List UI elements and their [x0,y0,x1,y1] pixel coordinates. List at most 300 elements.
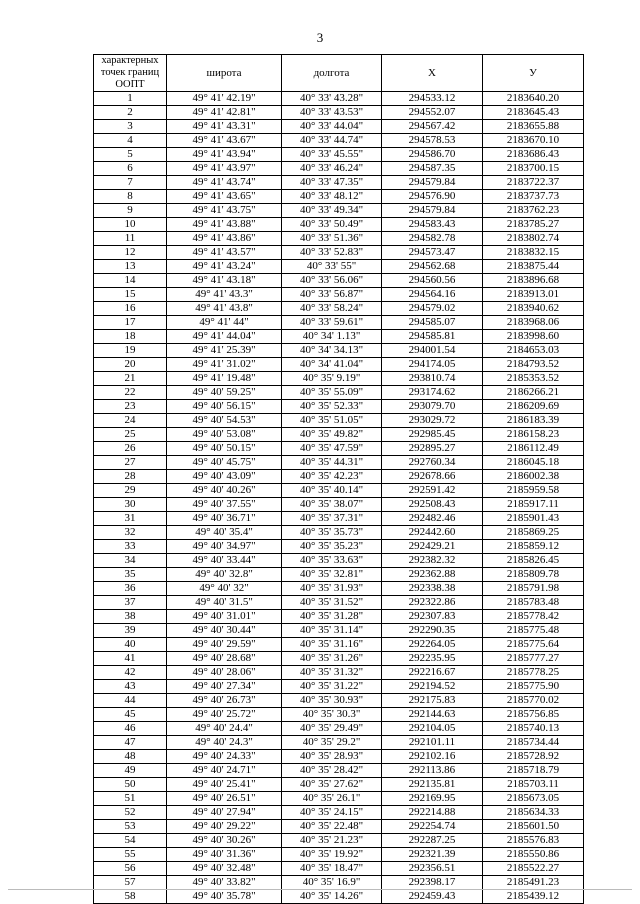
y-coordinate-cell: 2183737.73 [483,190,584,204]
y-coordinate-cell: 2185734.44 [483,736,584,750]
table-row [94,148,584,162]
point-number-cell: 40 [94,638,167,652]
table-row [94,330,584,344]
x-coordinate-cell: 292895.27 [382,442,483,456]
x-coordinate-cell: 294567.42 [382,120,483,134]
longitude-cell: 40° 33' 44.04" [282,120,382,134]
x-coordinate-cell: 292290.35 [382,624,483,638]
longitude-cell: 40° 35' 21.23" [282,834,382,848]
latitude-cell: 49° 40' 31.01" [167,610,282,624]
latitude-cell: 49° 40' 32" [167,582,282,596]
y-coordinate-cell: 2183722.37 [483,176,584,190]
table-row [94,750,584,764]
x-coordinate-cell: 292135.81 [382,778,483,792]
y-coordinate-cell: 2183700.15 [483,162,584,176]
latitude-cell: 49° 41' 43.94" [167,148,282,162]
y-coordinate-cell: 2186158.23 [483,428,584,442]
table-row [94,512,584,526]
latitude-cell: 49° 40' 36.71" [167,512,282,526]
point-number-cell: 30 [94,498,167,512]
x-coordinate-cell: 294560.56 [382,274,483,288]
table-row [94,358,584,372]
point-number-cell: 11 [94,232,167,246]
table-row [94,652,584,666]
table-row [94,414,584,428]
y-coordinate-cell: 2183640.20 [483,92,584,106]
coordinates-table [93,54,584,904]
longitude-cell: 40° 34' 1.13" [282,330,382,344]
x-coordinate-cell: 292235.95 [382,652,483,666]
x-coordinate-cell: 292175.83 [382,694,483,708]
longitude-cell: 40° 35' 30.3" [282,708,382,722]
y-coordinate-cell: 2185718.79 [483,764,584,778]
x-coordinate-cell: 292194.52 [382,680,483,694]
y-coordinate-cell: 2185917.11 [483,498,584,512]
x-coordinate-cell: 294582.78 [382,232,483,246]
point-number-cell: 42 [94,666,167,680]
longitude-cell: 40° 33' 43.53" [282,106,382,120]
table-row [94,778,584,792]
point-number-cell: 39 [94,624,167,638]
latitude-cell: 49° 41' 43.67" [167,134,282,148]
latitude-cell: 49° 41' 43.97" [167,162,282,176]
latitude-cell: 49° 40' 35.4" [167,526,282,540]
point-number-cell: 24 [94,414,167,428]
x-coordinate-cell: 294533.12 [382,92,483,106]
x-coordinate-cell: 294576.90 [382,190,483,204]
latitude-cell: 49° 40' 28.06" [167,666,282,680]
latitude-cell: 49° 40' 45.75" [167,456,282,470]
latitude-cell: 49° 40' 24.4" [167,722,282,736]
y-coordinate-cell: 2183875.44 [483,260,584,274]
point-number-cell: 23 [94,400,167,414]
latitude-cell: 49° 41' 43.74" [167,176,282,190]
x-coordinate-cell: 294585.81 [382,330,483,344]
x-coordinate-cell: 294578.53 [382,134,483,148]
point-number-cell: 29 [94,484,167,498]
x-coordinate-cell: 292678.66 [382,470,483,484]
latitude-cell: 49° 40' 30.26" [167,834,282,848]
x-coordinate-cell: 294564.16 [382,288,483,302]
longitude-cell: 40° 35' 52.33" [282,400,382,414]
point-number-cell: 13 [94,260,167,274]
longitude-cell: 40° 35' 37.31" [282,512,382,526]
longitude-cell: 40° 33' 50.49" [282,218,382,232]
longitude-cell: 40° 35' 28.42" [282,764,382,778]
latitude-cell: 49° 41' 43.65" [167,190,282,204]
latitude-cell: 49° 41' 43.88" [167,218,282,232]
table-row [94,204,584,218]
table-row [94,736,584,750]
y-coordinate-cell: 2185550.86 [483,848,584,862]
latitude-cell: 49° 41' 44" [167,316,282,330]
x-coordinate-cell: 292104.05 [382,722,483,736]
table-row [94,302,584,316]
longitude-cell: 40° 35' 31.16" [282,638,382,652]
y-coordinate-cell: 2185783.48 [483,596,584,610]
point-number-cell: 6 [94,162,167,176]
y-coordinate-cell: 2185959.58 [483,484,584,498]
latitude-cell: 49° 41' 31.02" [167,358,282,372]
longitude-cell: 40° 35' 42.23" [282,470,382,484]
x-coordinate-cell: 292287.25 [382,834,483,848]
y-coordinate-cell: 2186045.18 [483,456,584,470]
table-row [94,764,584,778]
longitude-cell: 40° 33' 44.74" [282,134,382,148]
y-coordinate-cell: 2185791.98 [483,582,584,596]
point-number-cell: 21 [94,372,167,386]
longitude-cell: 40° 33' 52.83" [282,246,382,260]
latitude-cell: 49° 40' 31.5" [167,596,282,610]
table-row [94,554,584,568]
longitude-cell: 40° 35' 27.62" [282,778,382,792]
latitude-cell: 49° 40' 43.09" [167,470,282,484]
y-coordinate-cell: 2185775.90 [483,680,584,694]
y-coordinate-cell: 2186112.49 [483,442,584,456]
table-row [94,260,584,274]
table-row [94,498,584,512]
y-coordinate-cell: 2185673.05 [483,792,584,806]
latitude-cell: 49° 40' 59.25" [167,386,282,400]
latitude-cell: 49° 40' 40.26" [167,484,282,498]
bottom-divider [8,889,632,890]
latitude-cell: 49° 40' 29.22" [167,820,282,834]
x-coordinate-cell: 292216.67 [382,666,483,680]
longitude-cell: 40° 35' 31.14" [282,624,382,638]
x-coordinate-cell: 292442.60 [382,526,483,540]
point-number-cell: 17 [94,316,167,330]
longitude-cell: 40° 35' 18.47" [282,862,382,876]
longitude-cell: 40° 35' 19.92" [282,848,382,862]
x-coordinate-cell: 294579.84 [382,204,483,218]
latitude-cell: 49° 40' 28.68" [167,652,282,666]
longitude-cell: 40° 35' 49.82" [282,428,382,442]
latitude-cell: 49° 40' 24.71" [167,764,282,778]
x-coordinate-cell: 294586.70 [382,148,483,162]
latitude-cell: 49° 41' 25.39" [167,344,282,358]
y-coordinate-cell: 2185756.85 [483,708,584,722]
latitude-cell: 49° 40' 37.55" [167,498,282,512]
latitude-cell: 49° 40' 33.82" [167,876,282,890]
table-row [94,162,584,176]
point-number-cell: 56 [94,862,167,876]
x-coordinate-cell: 292356.51 [382,862,483,876]
point-number-cell: 44 [94,694,167,708]
latitude-cell: 49° 40' 31.36" [167,848,282,862]
longitude-cell: 40° 35' 28.93" [282,750,382,764]
table-row [94,316,584,330]
table-row [94,834,584,848]
y-coordinate-cell: 2185353.52 [483,372,584,386]
table-row [94,190,584,204]
latitude-cell: 49° 40' 27.94" [167,806,282,820]
x-coordinate-cell: 292382.32 [382,554,483,568]
y-coordinate-cell: 2186183.39 [483,414,584,428]
point-number-cell: 33 [94,540,167,554]
latitude-cell: 49° 40' 33.44" [167,554,282,568]
table-row [94,582,584,596]
longitude-cell: 40° 35' 31.93" [282,582,382,596]
point-number-cell: 16 [94,302,167,316]
table-row [94,806,584,820]
point-number-cell: 3 [94,120,167,134]
y-coordinate-cell: 2183968.06 [483,316,584,330]
point-number-cell: 45 [94,708,167,722]
y-coordinate-cell: 2184793.52 [483,358,584,372]
x-coordinate-cell: 292322.86 [382,596,483,610]
y-coordinate-cell: 2183896.68 [483,274,584,288]
longitude-cell: 40° 35' 44.31" [282,456,382,470]
latitude-cell: 49° 41' 42.81" [167,106,282,120]
x-coordinate-cell: 292591.42 [382,484,483,498]
point-number-cell: 47 [94,736,167,750]
x-coordinate-cell: 292429.21 [382,540,483,554]
table-row [94,666,584,680]
y-coordinate-cell: 2183645.43 [483,106,584,120]
point-number-cell: 54 [94,834,167,848]
y-coordinate-cell: 2185778.25 [483,666,584,680]
y-coordinate-cell: 2185601.50 [483,820,584,834]
latitude-cell: 49° 40' 35.78" [167,890,282,904]
table-row [94,92,584,106]
table-row [94,218,584,232]
latitude-cell: 49° 40' 32.8" [167,568,282,582]
longitude-cell: 40° 35' 30.93" [282,694,382,708]
y-coordinate-cell: 2185522.27 [483,862,584,876]
latitude-cell: 49° 40' 26.51" [167,792,282,806]
point-number-cell: 38 [94,610,167,624]
table-row [94,386,584,400]
table-row [94,792,584,806]
x-coordinate-cell: 293079.70 [382,400,483,414]
header-point: характерных точек границ ООПТ [94,55,167,92]
longitude-cell: 40° 34' 34.13" [282,344,382,358]
table-row [94,708,584,722]
x-coordinate-cell: 294001.54 [382,344,483,358]
y-coordinate-cell: 2183832.15 [483,246,584,260]
y-coordinate-cell: 2185775.64 [483,638,584,652]
x-coordinate-cell: 292760.34 [382,456,483,470]
header-x: X [382,55,483,92]
x-coordinate-cell: 293810.74 [382,372,483,386]
table-row [94,568,584,582]
y-coordinate-cell: 2185634.33 [483,806,584,820]
point-number-cell: 1 [94,92,167,106]
longitude-cell: 40° 33' 59.61" [282,316,382,330]
table-row [94,694,584,708]
table-row [94,848,584,862]
latitude-cell: 49° 40' 26.73" [167,694,282,708]
longitude-cell: 40° 33' 45.55" [282,148,382,162]
y-coordinate-cell: 2185775.48 [483,624,584,638]
table-row [94,106,584,120]
latitude-cell: 49° 40' 25.72" [167,708,282,722]
table-row [94,470,584,484]
longitude-cell: 40° 33' 56.06" [282,274,382,288]
point-number-cell: 9 [94,204,167,218]
point-number-cell: 10 [94,218,167,232]
longitude-cell: 40° 35' 31.26" [282,652,382,666]
y-coordinate-cell: 2183913.01 [483,288,584,302]
point-number-cell: 18 [94,330,167,344]
latitude-cell: 49° 41' 43.24" [167,260,282,274]
longitude-cell: 40° 35' 22.48" [282,820,382,834]
table-row [94,540,584,554]
y-coordinate-cell: 2185777.27 [483,652,584,666]
longitude-cell: 40° 35' 26.1" [282,792,382,806]
longitude-cell: 40° 35' 31.28" [282,610,382,624]
y-coordinate-cell: 2185740.13 [483,722,584,736]
longitude-cell: 40° 35' 9.19" [282,372,382,386]
x-coordinate-cell: 292307.83 [382,610,483,624]
table-row [94,722,584,736]
longitude-cell: 40° 35' 31.52" [282,596,382,610]
point-number-cell: 36 [94,582,167,596]
longitude-cell: 40° 35' 14.26" [282,890,382,904]
point-number-cell: 7 [94,176,167,190]
table-row [94,120,584,134]
longitude-cell: 40° 35' 35.73" [282,526,382,540]
header-longitude: долгота [282,55,382,92]
latitude-cell: 49° 41' 43.8" [167,302,282,316]
y-coordinate-cell: 2183785.27 [483,218,584,232]
x-coordinate-cell: 292321.39 [382,848,483,862]
table-row [94,442,584,456]
point-number-cell: 5 [94,148,167,162]
point-number-cell: 15 [94,288,167,302]
table-row [94,176,584,190]
table-row [94,456,584,470]
longitude-cell: 40° 33' 49.34" [282,204,382,218]
point-number-cell: 19 [94,344,167,358]
x-coordinate-cell: 294562.68 [382,260,483,274]
table-row [94,876,584,890]
point-number-cell: 31 [94,512,167,526]
y-coordinate-cell: 2185576.83 [483,834,584,848]
latitude-cell: 49° 41' 43.31" [167,120,282,134]
longitude-cell: 40° 35' 35.23" [282,540,382,554]
y-coordinate-cell: 2184653.03 [483,344,584,358]
x-coordinate-cell: 294174.05 [382,358,483,372]
longitude-cell: 40° 35' 31.22" [282,680,382,694]
table-row [94,288,584,302]
table-row [94,526,584,540]
latitude-cell: 49° 41' 43.75" [167,204,282,218]
table-row [94,680,584,694]
header-y: У [483,55,584,92]
point-number-cell: 26 [94,442,167,456]
point-number-cell: 57 [94,876,167,890]
latitude-cell: 49° 40' 24.33" [167,750,282,764]
x-coordinate-cell: 292102.16 [382,750,483,764]
y-coordinate-cell: 2185778.42 [483,610,584,624]
table-row [94,400,584,414]
point-number-cell: 35 [94,568,167,582]
latitude-cell: 49° 40' 53.08" [167,428,282,442]
x-coordinate-cell: 292214.88 [382,806,483,820]
point-number-cell: 14 [94,274,167,288]
y-coordinate-cell: 2186002.38 [483,470,584,484]
y-coordinate-cell: 2183686.43 [483,148,584,162]
x-coordinate-cell: 292144.63 [382,708,483,722]
point-number-cell: 53 [94,820,167,834]
latitude-cell: 49° 40' 54.53" [167,414,282,428]
point-number-cell: 50 [94,778,167,792]
latitude-cell: 49° 41' 42.19" [167,92,282,106]
latitude-cell: 49° 40' 34.97" [167,540,282,554]
latitude-cell: 49° 41' 43.57" [167,246,282,260]
y-coordinate-cell: 2183998.60 [483,330,584,344]
x-coordinate-cell: 292254.74 [382,820,483,834]
header-latitude: широта [167,55,282,92]
x-coordinate-cell: 292113.86 [382,764,483,778]
table-row [94,596,584,610]
longitude-cell: 40° 35' 24.15" [282,806,382,820]
longitude-cell: 40° 33' 56.87" [282,288,382,302]
x-coordinate-cell: 292398.17 [382,876,483,890]
longitude-cell: 40° 35' 29.2" [282,736,382,750]
longitude-cell: 40° 35' 47.59" [282,442,382,456]
y-coordinate-cell: 2186209.69 [483,400,584,414]
x-coordinate-cell: 294573.47 [382,246,483,260]
longitude-cell: 40° 35' 51.05" [282,414,382,428]
longitude-cell: 40° 33' 47.35" [282,176,382,190]
x-coordinate-cell: 292264.05 [382,638,483,652]
point-number-cell: 58 [94,890,167,904]
point-number-cell: 4 [94,134,167,148]
point-number-cell: 37 [94,596,167,610]
point-number-cell: 43 [94,680,167,694]
longitude-cell: 40° 33' 46.24" [282,162,382,176]
x-coordinate-cell: 294579.84 [382,176,483,190]
longitude-cell: 40° 35' 16.9" [282,876,382,890]
y-coordinate-cell: 2185770.02 [483,694,584,708]
latitude-cell: 49° 40' 27.34" [167,680,282,694]
latitude-cell: 49° 40' 32.48" [167,862,282,876]
table-row [94,232,584,246]
table-row [94,638,584,652]
longitude-cell: 40° 35' 29.49" [282,722,382,736]
latitude-cell: 49° 41' 43.18" [167,274,282,288]
point-number-cell: 51 [94,792,167,806]
point-number-cell: 28 [94,470,167,484]
y-coordinate-cell: 2185728.92 [483,750,584,764]
longitude-cell: 40° 33' 43.28" [282,92,382,106]
table-row [94,820,584,834]
y-coordinate-cell: 2185869.25 [483,526,584,540]
point-number-cell: 32 [94,526,167,540]
x-coordinate-cell: 292482.46 [382,512,483,526]
y-coordinate-cell: 2185826.45 [483,554,584,568]
point-number-cell: 27 [94,456,167,470]
point-number-cell: 55 [94,848,167,862]
x-coordinate-cell: 292101.11 [382,736,483,750]
x-coordinate-cell: 293174.62 [382,386,483,400]
y-coordinate-cell: 2183762.23 [483,204,584,218]
x-coordinate-cell: 292338.38 [382,582,483,596]
table-header-row [94,55,584,92]
longitude-cell: 40° 35' 40.14" [282,484,382,498]
y-coordinate-cell: 2183655.88 [483,120,584,134]
y-coordinate-cell: 2183940.62 [483,302,584,316]
longitude-cell: 40° 35' 31.32" [282,666,382,680]
x-coordinate-cell: 293029.72 [382,414,483,428]
longitude-cell: 40° 33' 48.12" [282,190,382,204]
longitude-cell: 40° 35' 38.07" [282,498,382,512]
longitude-cell: 40° 33' 51.36" [282,232,382,246]
table-row [94,344,584,358]
x-coordinate-cell: 292985.45 [382,428,483,442]
